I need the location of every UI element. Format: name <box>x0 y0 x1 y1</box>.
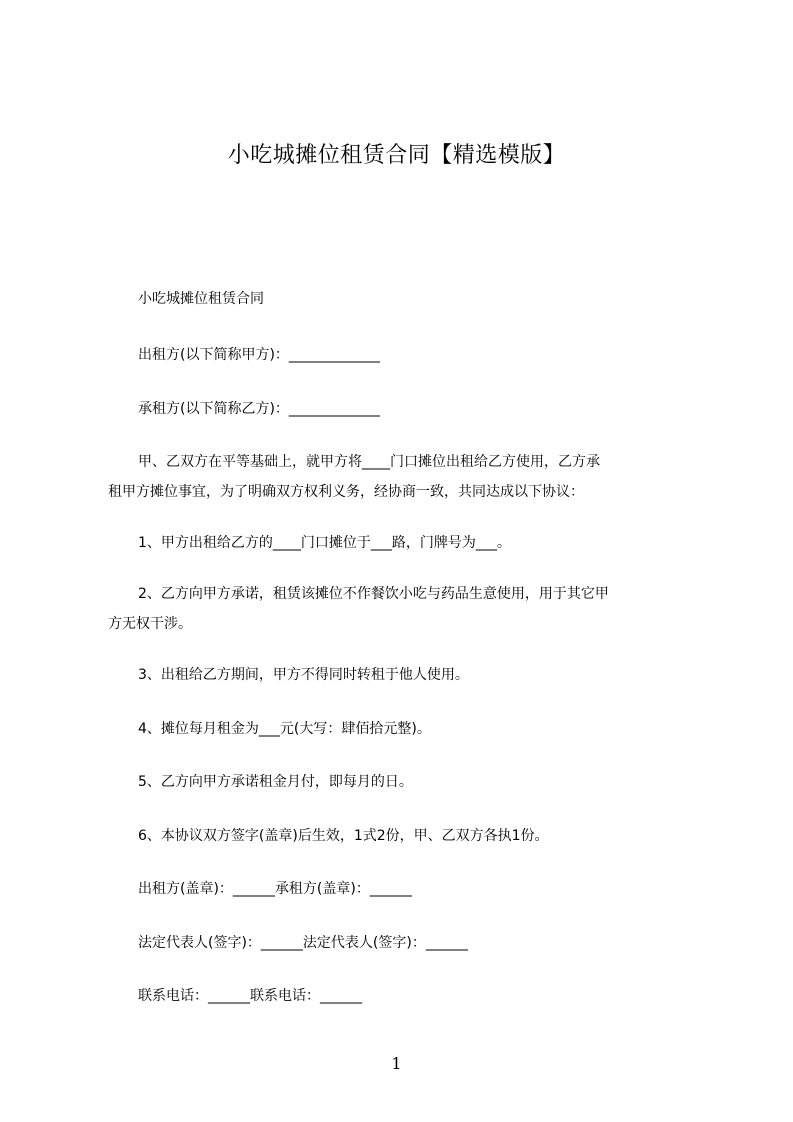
clause-6: 6、本协议双方签字(盖章)后生效，1式2份，甲、乙双方各执1份。 <box>138 828 549 844</box>
subtitle: 小吃城摊位租赁合同 <box>138 291 264 307</box>
phone-signature-line: 联系电话：______联系电话：______ <box>138 988 362 1004</box>
lessor-line: 出租方(以下简称甲方)：_____________ <box>138 347 380 363</box>
clause-2: 2、乙方向甲方承诺，租赁该摊位不作餐饮小吃与药品生意使用，用于其它甲方无权干涉。 <box>108 586 609 632</box>
clause-3: 3、出租给乙方期间，甲方不得同时转租于他人使用。 <box>138 667 469 683</box>
page-number: 1 <box>391 1054 402 1073</box>
representative-signature-line: 法定代表人(签字)：______法定代表人(签字)：______ <box>138 935 468 951</box>
document-title: 小吃城摊位租赁合同【精选模版】 <box>227 143 566 168</box>
clause-1: 1、甲方出租给乙方的____门口摊位于___路，门牌号为___。 <box>138 535 511 551</box>
clause-5: 5、乙方向甲方承诺租金月付，即每月的日。 <box>138 774 413 790</box>
intro-paragraph: 甲、乙双方在平等基础上，就甲方将____门口摊位出租给乙方使用，乙方承租甲方摊位事宜，为了明确双方权利义务，经协商一致，共同达成以下协议： <box>108 454 600 500</box>
lessee-line: 承租方(以下简称乙方)：_____________ <box>138 401 380 417</box>
seal-signature-line: 出租方(盖章)：______承租方(盖章)：______ <box>138 881 412 897</box>
clause-4: 4、摊位每月租金为___元(大写：肆佰拾元整)。 <box>138 721 431 737</box>
